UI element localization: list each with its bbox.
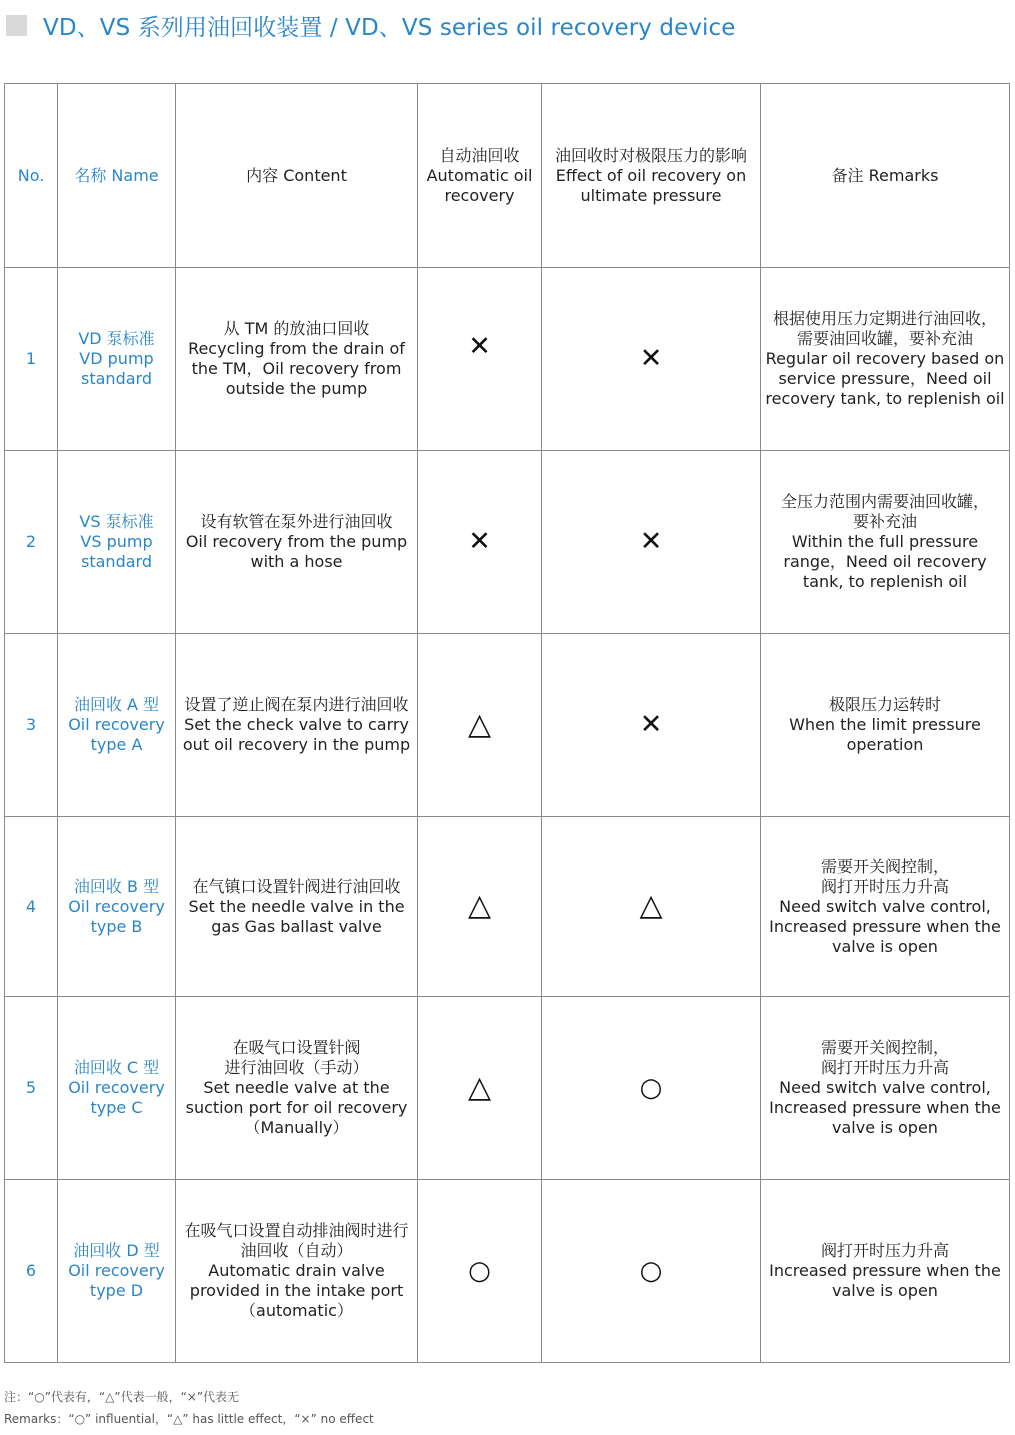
header-name: 名称 Name bbox=[58, 84, 176, 268]
row-content: 在吸气口设置针阀 进行油回收（手动） Set needle valve at the suction port for oil recovery （Manually） bbox=[176, 997, 418, 1180]
row-auto-recovery bbox=[418, 451, 542, 634]
row-auto-recovery bbox=[418, 1180, 542, 1363]
circle-symbol: ○ bbox=[639, 1073, 663, 1103]
row-name: 油回收 C 型 Oil recovery type C bbox=[58, 997, 176, 1180]
header-effect-pressure: 油回收时对极限压力的影响 Effect of oil recovery on ultimate pressure bbox=[542, 84, 761, 268]
page-title bbox=[6, 8, 736, 42]
table-row bbox=[5, 1180, 1010, 1363]
row-auto-recovery bbox=[418, 997, 542, 1180]
row-effect-pressure bbox=[542, 634, 761, 817]
row-name: 油回收 B 型 Oil recovery type B bbox=[58, 817, 176, 997]
row-number: 2 bbox=[5, 451, 58, 634]
row-remarks: 极限压力运转时 When the limit pressure operation bbox=[761, 634, 1010, 817]
footnote-cn: 注：“○”代表有，“△”代表一般，“×”代表无 bbox=[4, 1390, 240, 1404]
header-remarks: 备注 Remarks bbox=[761, 84, 1010, 268]
row-auto-recovery bbox=[418, 268, 542, 451]
circle-symbol: ○ bbox=[639, 1256, 663, 1286]
oil-recovery-table bbox=[4, 83, 1010, 1363]
cross-symbol: ✕ bbox=[639, 526, 663, 557]
cross-symbol: ✕ bbox=[639, 709, 663, 740]
cross-symbol: ✕ bbox=[468, 526, 491, 557]
row-content: 设置了逆止阀在泵内进行油回收 Set the check valve to carry out oil recovery in the pump bbox=[176, 634, 418, 817]
table-row bbox=[5, 634, 1010, 817]
row-content: 在气镇口设置针阀进行油回收 Set the needle valve in the gas Gas ballast valve bbox=[176, 817, 418, 997]
header-no: No. bbox=[5, 84, 58, 268]
triangle-symbol: △ bbox=[467, 706, 492, 742]
cross-symbol: ✕ bbox=[468, 331, 491, 362]
row-number: 4 bbox=[5, 817, 58, 997]
row-remarks: 阀打开时压力升高 Increased pressure when the valve is open bbox=[761, 1180, 1010, 1363]
row-name: 油回收 A 型 Oil recovery type A bbox=[58, 634, 176, 817]
row-number: 6 bbox=[5, 1180, 58, 1363]
row-remarks: 根据使用压力定期进行油回收， 需要油回收罐，要补充油 Regular oil recovery based on service pressure，Need oil recovery tank, to replenish oil bbox=[761, 268, 1010, 451]
title-text: VD、VS 系列用油回收装置 / VD、VS series oil recovery device bbox=[43, 14, 736, 41]
row-number: 3 bbox=[5, 634, 58, 817]
row-remarks: 需要开关阀控制， 阀打开时压力升高 Need switch valve control, Increased pressure when the valve is open bbox=[761, 817, 1010, 997]
table-row bbox=[5, 817, 1010, 997]
row-remarks: 全压力范围内需要油回收罐， 要补充油 Within the full pressure range，Need oil recovery tank, to replenish oil bbox=[761, 451, 1010, 634]
row-number: 1 bbox=[5, 268, 58, 451]
table-row bbox=[5, 997, 1010, 1180]
row-number: 5 bbox=[5, 997, 58, 1180]
row-effect-pressure bbox=[542, 268, 761, 451]
row-effect-pressure bbox=[542, 451, 761, 634]
row-effect-pressure bbox=[542, 1180, 761, 1363]
footnotes bbox=[4, 1386, 374, 1430]
cross-symbol: ✕ bbox=[639, 343, 663, 374]
triangle-symbol: △ bbox=[639, 888, 663, 923]
row-content: 设有软管在泵外进行油回收 Oil recovery from the pump with a hose bbox=[176, 451, 418, 634]
row-auto-recovery bbox=[418, 817, 542, 997]
table-header-row bbox=[5, 84, 1010, 268]
row-content: 在吸气口设置自动排油阀时进行 油回收（自动） Automatic drain valve provided in the intake port （automatic） bbox=[176, 1180, 418, 1363]
row-remarks: 需要开关阀控制， 阀打开时压力升高 Need switch valve control, Increased pressure when the valve is open bbox=[761, 997, 1010, 1180]
triangle-symbol: △ bbox=[467, 888, 492, 923]
row-content: 从 TM 的放油口回收 Recycling from the drain of the TM，Oil recovery from outside the pump bbox=[176, 268, 418, 451]
row-name: VD 泵标准 VD pump standard bbox=[58, 268, 176, 451]
title-marker-square bbox=[6, 15, 27, 36]
triangle-symbol: △ bbox=[467, 1069, 492, 1105]
row-name: VS 泵标准 VS pump standard bbox=[58, 451, 176, 634]
footnote-en: Remarks：“○” influential，“△” has little effect，“×” no effect bbox=[4, 1412, 374, 1426]
row-auto-recovery bbox=[418, 634, 542, 817]
row-effect-pressure bbox=[542, 817, 761, 997]
circle-symbol: ○ bbox=[468, 1256, 491, 1286]
header-content: 内容 Content bbox=[176, 84, 418, 268]
header-auto-recovery: 自动油回收 Automatic oil recovery bbox=[418, 84, 542, 268]
table-row bbox=[5, 451, 1010, 634]
table-row bbox=[5, 268, 1010, 451]
row-name: 油回收 D 型 Oil recovery type D bbox=[58, 1180, 176, 1363]
row-effect-pressure bbox=[542, 997, 761, 1180]
